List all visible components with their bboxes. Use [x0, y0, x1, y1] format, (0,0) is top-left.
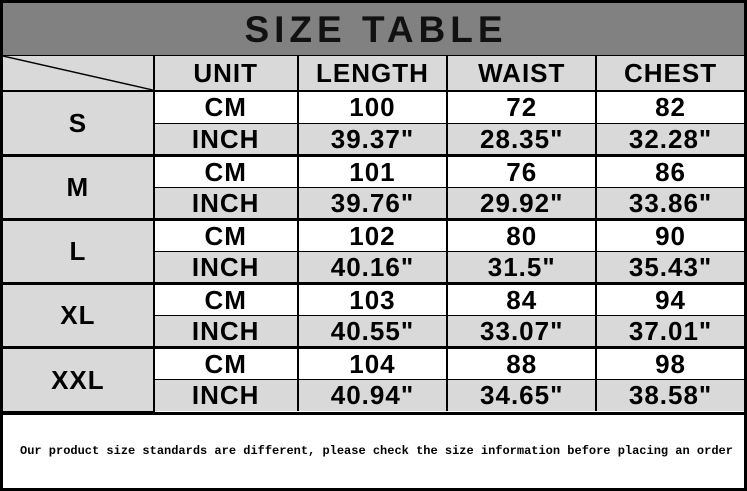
value-l-cm-waist: 80: [447, 219, 596, 251]
value-xxl-cm-waist: 88: [447, 347, 596, 379]
value-xl-inch-length: 40.55": [298, 315, 448, 347]
value-m-cm-length: 101: [298, 155, 448, 187]
table-row-m-cm: [3, 155, 744, 187]
table-row-xxl-cm: [3, 347, 744, 379]
value-s-cm-chest: 82: [596, 91, 744, 123]
value-m-inch-waist: 29.92": [447, 187, 596, 219]
unit-label-cm: CM: [154, 347, 298, 379]
value-m-inch-length: 39.76": [298, 187, 448, 219]
value-m-cm-waist: 76: [447, 155, 596, 187]
value-l-cm-chest: 90: [596, 219, 744, 251]
value-l-inch-length: 40.16": [298, 251, 448, 283]
value-xxl-inch-waist: 34.65": [447, 379, 596, 411]
column-header-chest: CHEST: [596, 56, 744, 91]
size-table: [3, 56, 744, 412]
value-xxl-cm-length: 104: [298, 347, 448, 379]
size-label-xxl: XXL: [3, 347, 154, 411]
size-label-xl: XL: [3, 283, 154, 347]
value-xl-cm-chest: 94: [596, 283, 744, 315]
size-label-l: L: [3, 219, 154, 283]
value-xl-inch-waist: 33.07": [447, 315, 596, 347]
unit-label-inch: INCH: [154, 379, 298, 411]
value-s-inch-chest: 32.28": [596, 123, 744, 155]
footer-note-text: Our product size standards are different, please check the size information before placing an order: [20, 444, 733, 459]
value-xl-cm-length: 103: [298, 283, 448, 315]
column-header-waist: WAIST: [447, 56, 596, 91]
column-header-unit: UNIT: [154, 56, 298, 91]
value-s-inch-length: 39.37": [298, 123, 448, 155]
value-s-inch-waist: 28.35": [447, 123, 596, 155]
header-row: [3, 56, 744, 91]
unit-label-cm: CM: [154, 283, 298, 315]
unit-label-cm: CM: [154, 219, 298, 251]
unit-label-inch: INCH: [154, 315, 298, 347]
value-m-inch-chest: 33.86": [596, 187, 744, 219]
value-l-cm-length: 102: [298, 219, 448, 251]
size-label-s: S: [3, 91, 154, 155]
unit-label-inch: INCH: [154, 187, 298, 219]
value-xxl-inch-chest: 38.58": [596, 379, 744, 411]
diagonal-line-icon: [3, 56, 153, 90]
unit-label-inch: INCH: [154, 251, 298, 283]
value-s-cm-length: 100: [298, 91, 448, 123]
value-m-cm-chest: 86: [596, 155, 744, 187]
page-title: SIZE TABLE: [244, 8, 508, 50]
title-bar: [3, 3, 744, 56]
footer-note: [3, 412, 744, 489]
value-xl-cm-waist: 84: [447, 283, 596, 315]
corner-cell: [3, 56, 154, 91]
value-l-inch-waist: 31.5": [447, 251, 596, 283]
table-row-xl-cm: [3, 283, 744, 315]
table-row-l-cm: [3, 219, 744, 251]
column-header-length: LENGTH: [298, 56, 448, 91]
value-xxl-cm-chest: 98: [596, 347, 744, 379]
table-row-s-cm: [3, 91, 744, 123]
size-label-m: M: [3, 155, 154, 219]
unit-label-cm: CM: [154, 91, 298, 123]
value-xxl-inch-length: 40.94": [298, 379, 448, 411]
value-s-cm-waist: 72: [447, 91, 596, 123]
value-xl-inch-chest: 37.01": [596, 315, 744, 347]
unit-label-inch: INCH: [154, 123, 298, 155]
value-l-inch-chest: 35.43": [596, 251, 744, 283]
unit-label-cm: CM: [154, 155, 298, 187]
